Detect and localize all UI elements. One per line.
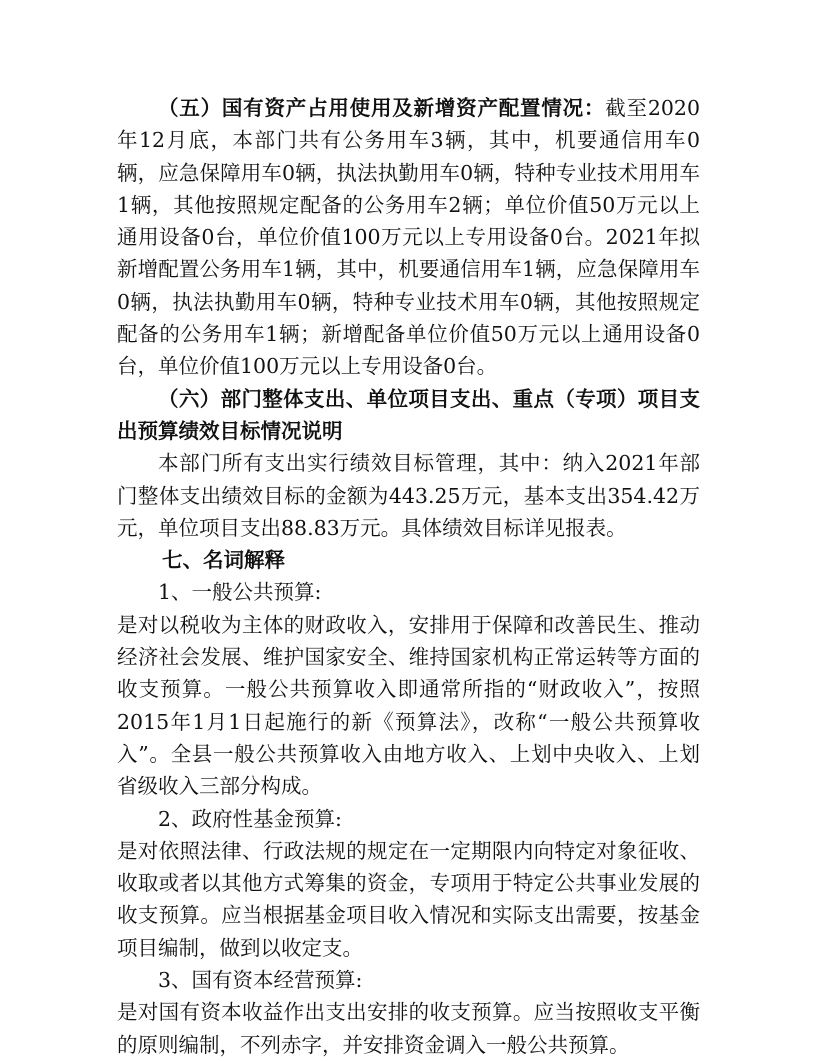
section-5-heading: （五）国有资产占用使用及新增资产配置情况：: [158, 96, 606, 120]
term-1-body: 是对以税收为主体的财政收入，安排用于保障和改善民生、推动经济社会发展、维护国家安全、维持国家机构正常运转等方面的收支预算。一般公共预算收入即通常所指的“财政收入”，按照2015年1月1日起施行的新《预算法》，改称“一般公共预算收入”。全县一般公共预算收入由地方收入、上划中央收入、上划省级收入三部分构成。: [117, 612, 700, 799]
term-2-title: 2、政府性基金预算:: [158, 806, 342, 831]
term-1-title: 1、一般公共预算:: [158, 580, 322, 605]
term-3-body: 是对国有资本收益作出支出安排的收支预算。应当按照收支平衡的原则编制，不列赤字，并安排资金调入一般公共预算。: [117, 1000, 700, 1057]
term-2-body: 是对依照法律、行政法规的规定在一定期限内向特定对象征收、收取或者以其他方式筹集的资金，专项用于特定公共事业发展的收支预算。应当根据基金项目收入情况和实际支出需要，按基金项目编制，做到以收定支。: [117, 838, 700, 960]
section-7-heading: 七、名词解释: [162, 548, 285, 573]
section-5-paragraph: [117, 92, 700, 383]
section-6-heading: （六）部门整体支出、单位项目支出、重点（专项）项目支出预算绩效目标情况说明: [117, 386, 700, 443]
section-5-body: 截至2020年12月底，本部门共有公务用车3辆，其中，机要通信用车0辆，应急保障用车0辆，执法执勤用车0辆，特种专业技术用用车1辆，其他按照规定配备的公务用车2辆；单位价值50万元以上通用设备0台，单位价值100万元以上专用设备0台。2021年拟新增配置公务用车1辆，其中，机要通信用车1辆，应急保障用车0辆，执法执勤用车0辆，特种专业技术用车0辆，其他按照规定配备的公务用车1辆；新增配备单位价值50万元以上通用设备0台，单位价值100万元以上专用设备0台。: [117, 96, 700, 379]
term-3-title: 3、国有资本经营预算:: [158, 968, 363, 993]
section-6-body: 本部门所有支出实行绩效目标管理，其中：纳入2021年部门整体支出绩效目标的金额为443.25万元，基本支出354.42万元，单位项目支出88.83万元。具体绩效目标详见报表。: [117, 451, 700, 540]
document-page: [117, 92, 700, 1061]
